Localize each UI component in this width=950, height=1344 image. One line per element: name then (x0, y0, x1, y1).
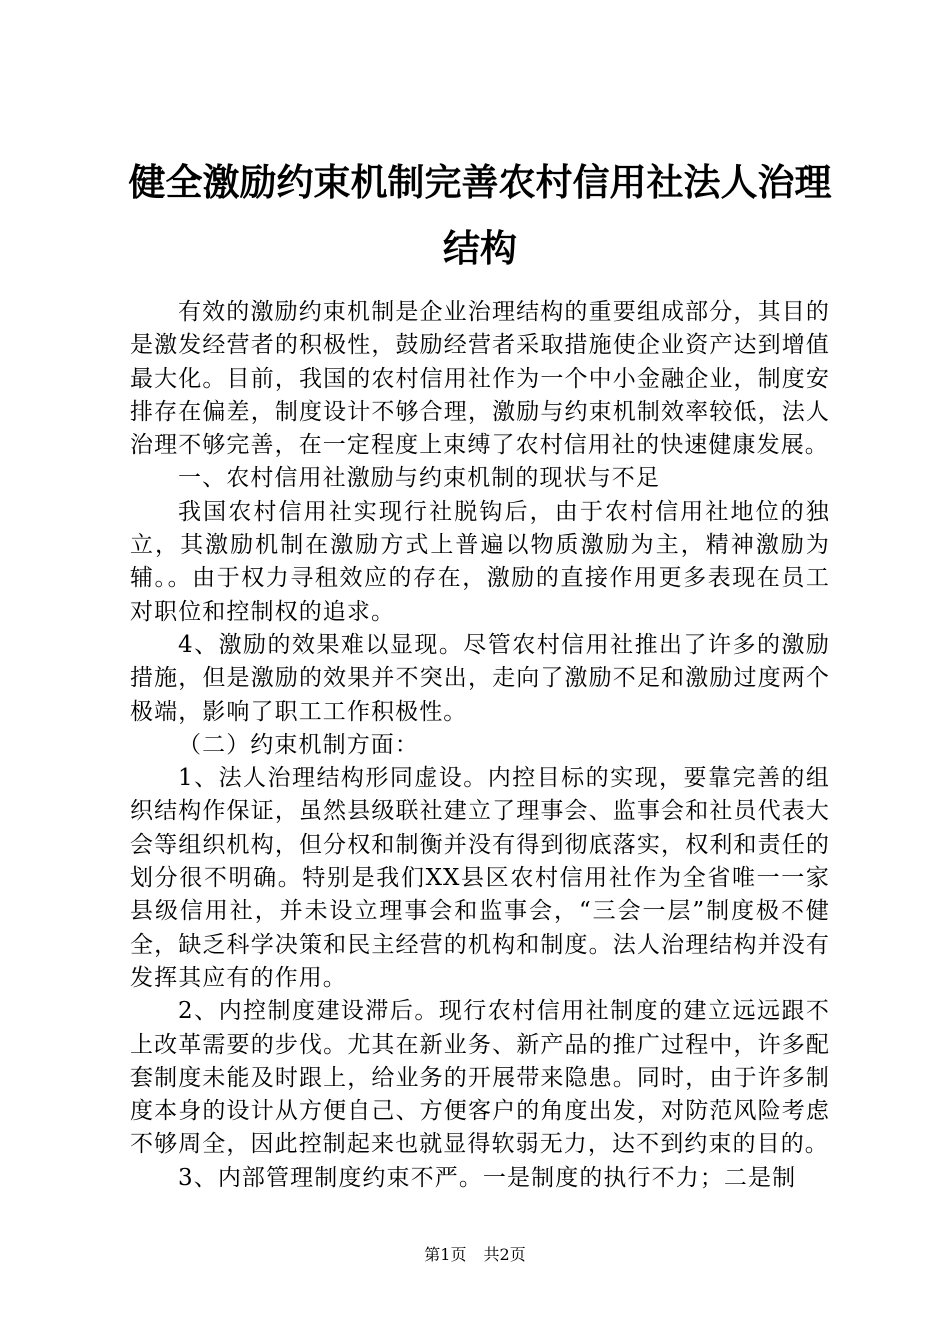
document-title: 健全激励约束机制完善农村信用社法人治理结构 (128, 161, 832, 270)
paragraph: 3、内部管理制度约束不严。一是制度的执行不力；二是制 (178, 1164, 797, 1191)
page-number: 第1页 (424, 1245, 467, 1264)
document-body (130, 296, 830, 1195)
page-total: 共2页 (483, 1245, 526, 1264)
paragraph: 我国农村信用社实现行社脱钩后，由于农村信用社地位的独立，其激励机制在激励方式上普遍以物质激励为主，精神激励为辅。。由于权力寻租效应的存在，激励的直接作用更多表现在员工对职位和控制权的追求。 (130, 498, 830, 625)
page-footer (0, 1245, 950, 1265)
paragraph: 4、激励的效果难以显现。尽管农村信用社推出了许多的激励措施，但是激励的效果并不突出，走向了激励不足和激励过度两个极端，影响了职工工作积极性。 (130, 631, 830, 725)
paragraph: 有效的激励约束机制是企业治理结构的重要组成部分，其目的是激发经营者的积极性，鼓励经营者采取措施使企业资产达到增值最大化。目前，我国的农村信用社作为一个中小金融企业，制度安排存在偏差，制度设计不够合理，激励与约束机制效率较低，法人治理不够完善，在一定程度上束缚了农村信用社的快速健康发展。 (130, 299, 830, 459)
paragraph: 2、内控制度建设滞后。现行农村信用社制度的建立远远跟不上改革需要的步伐。尤其在新业务、新产品的推广过程中，许多配套制度未能及时跟上，给业务的开展带来隐患。同时，由于许多制度本身的设计从方便自己、方便客户的角度出发，对防范风险考虑不够周全，因此控制起来也就显得软弱无力，达不到约束的目的。 (130, 998, 830, 1158)
section-heading: （二）约束机制方面： (178, 731, 419, 758)
section-heading: 一、农村信用社激励与约束机制的现状与不足 (178, 465, 660, 492)
paragraph: 1、法人治理结构形同虚设。内控目标的实现，要靠完善的组织结构作保证，虽然县级联社建立了理事会、监事会和社员代表大会等组织机构，但分权和制衡并没有得到彻底落实，权利和责任的划分很不明确。特别是我们XX县区农村信用社作为全省唯一一家县级信用社，并未设立理事会和监事会，“三会一层”制度极不健全，缺乏科学决策和民主经营的机构和制度。法人治理结构并没有发挥其应有的作用。 (130, 765, 830, 991)
